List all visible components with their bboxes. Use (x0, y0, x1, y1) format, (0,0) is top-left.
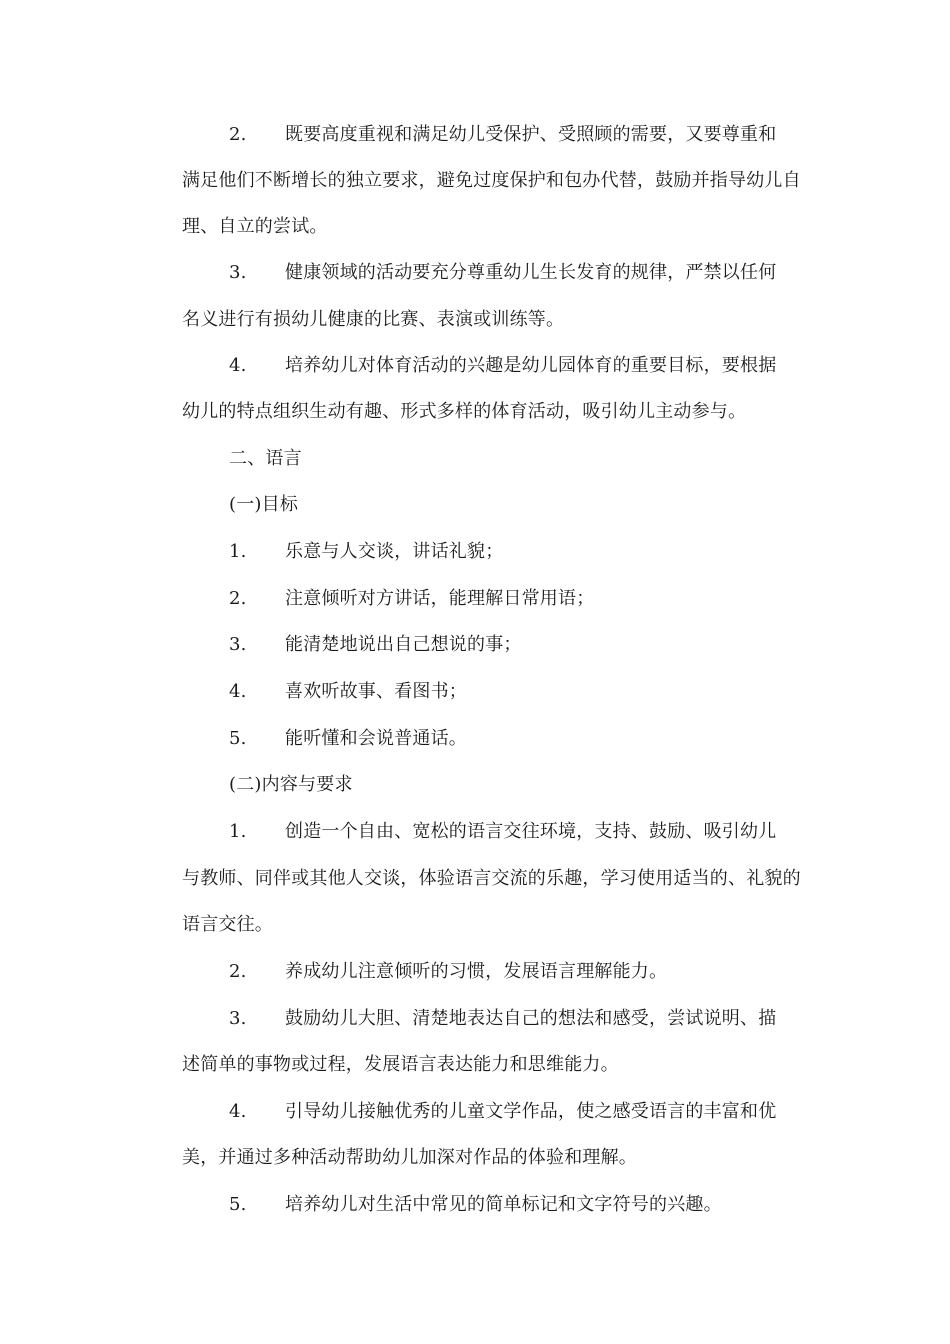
content-item-4-line-2: 美，并通过多种活动帮助幼儿加深对作品的体验和理解。 (182, 1147, 637, 1168)
content-item-1-line-3: 语言交往。 (182, 914, 273, 935)
health-item-2-line-1 (229, 122, 859, 148)
list-number: 2. (229, 588, 247, 609)
content-item-1-line-1 (229, 819, 859, 845)
list-number: 5. (229, 1194, 247, 1215)
list-number: 4. (229, 355, 247, 376)
paragraph-text: 鼓励幼儿大胆、清楚地表达自己的想法和感受，尝试说明、描 (285, 1008, 777, 1029)
content-item-5-line-1 (229, 1192, 859, 1218)
paragraph-text: 创造一个自由、宽松的语言交往环境，支持、鼓励、吸引幼儿 (285, 821, 777, 842)
health-item-2-line-3: 理、自立的尝试。 (182, 216, 328, 237)
content-item-3-line-1 (229, 1006, 859, 1032)
health-item-2-line-2: 满足他们不断增长的独立要求，避免过度保护和包办代替，鼓励并指导幼儿自 (182, 170, 801, 191)
goal-text: 能清楚地说出自己想说的事； (285, 634, 522, 655)
list-number: 1. (229, 541, 247, 562)
paragraph-text: 健康领域的活动要充分尊重幼儿生长发育的规律，严禁以任何 (285, 262, 777, 283)
goal-text: 乐意与人交谈，讲话礼貌； (285, 541, 504, 562)
goal-item-1 (229, 539, 859, 565)
goal-item-5 (229, 726, 859, 752)
paragraph-text: 既要高度重视和满足幼儿受保护、受照顾的需要，又要尊重和 (285, 124, 777, 145)
list-number: 4. (229, 1101, 247, 1122)
list-number: 3. (229, 1008, 247, 1029)
content-item-1-line-2: 与教师、同伴或其他人交谈，体验语言交流的乐趣，学习使用适当的、礼貌的 (182, 868, 801, 889)
goal-text: 喜欢听故事、看图书； (285, 681, 467, 702)
goals-heading: (一)目标 (229, 494, 299, 515)
health-item-4-line-2: 幼儿的特点组织生动有趣、形式多样的体育活动，吸引幼儿主动参与。 (182, 401, 747, 422)
goal-item-2 (229, 586, 859, 612)
content-heading: (二)内容与要求 (229, 774, 353, 795)
paragraph-text: 养成幼儿注意倾听的习惯，发展语言理解能力。 (285, 961, 668, 982)
list-number: 2. (229, 961, 247, 982)
content-item-2-line-1 (229, 959, 859, 985)
list-number: 3. (229, 262, 247, 283)
list-number: 1. (229, 821, 247, 842)
health-item-3-line-2: 名义进行有损幼儿健康的比赛、表演或训练等。 (182, 309, 565, 330)
goal-item-4 (229, 679, 859, 705)
paragraph-text: 培养幼儿对体育活动的兴趣是幼儿园体育的重要目标，要根据 (285, 355, 777, 376)
health-item-4-line-1 (229, 353, 859, 379)
content-item-4-line-1 (229, 1099, 859, 1125)
goal-text: 注意倾听对方讲话，能理解日常用语； (285, 588, 595, 609)
goal-text: 能听懂和会说普通话。 (285, 728, 467, 749)
list-number: 5. (229, 728, 247, 749)
goal-item-3 (229, 632, 859, 658)
content-item-3-line-2: 述简单的事物或过程，发展语言表达能力和思维能力。 (182, 1054, 619, 1075)
paragraph-text: 培养幼儿对生活中常见的简单标记和文字符号的兴趣。 (285, 1194, 722, 1215)
list-number: 2. (229, 124, 247, 145)
section-title-language: 二、语言 (229, 448, 302, 469)
paragraph-text: 引导幼儿接触优秀的儿童文学作品，使之感受语言的丰富和优 (285, 1101, 777, 1122)
health-item-3-line-1 (229, 260, 859, 286)
list-number: 4. (229, 681, 247, 702)
list-number: 3. (229, 634, 247, 655)
